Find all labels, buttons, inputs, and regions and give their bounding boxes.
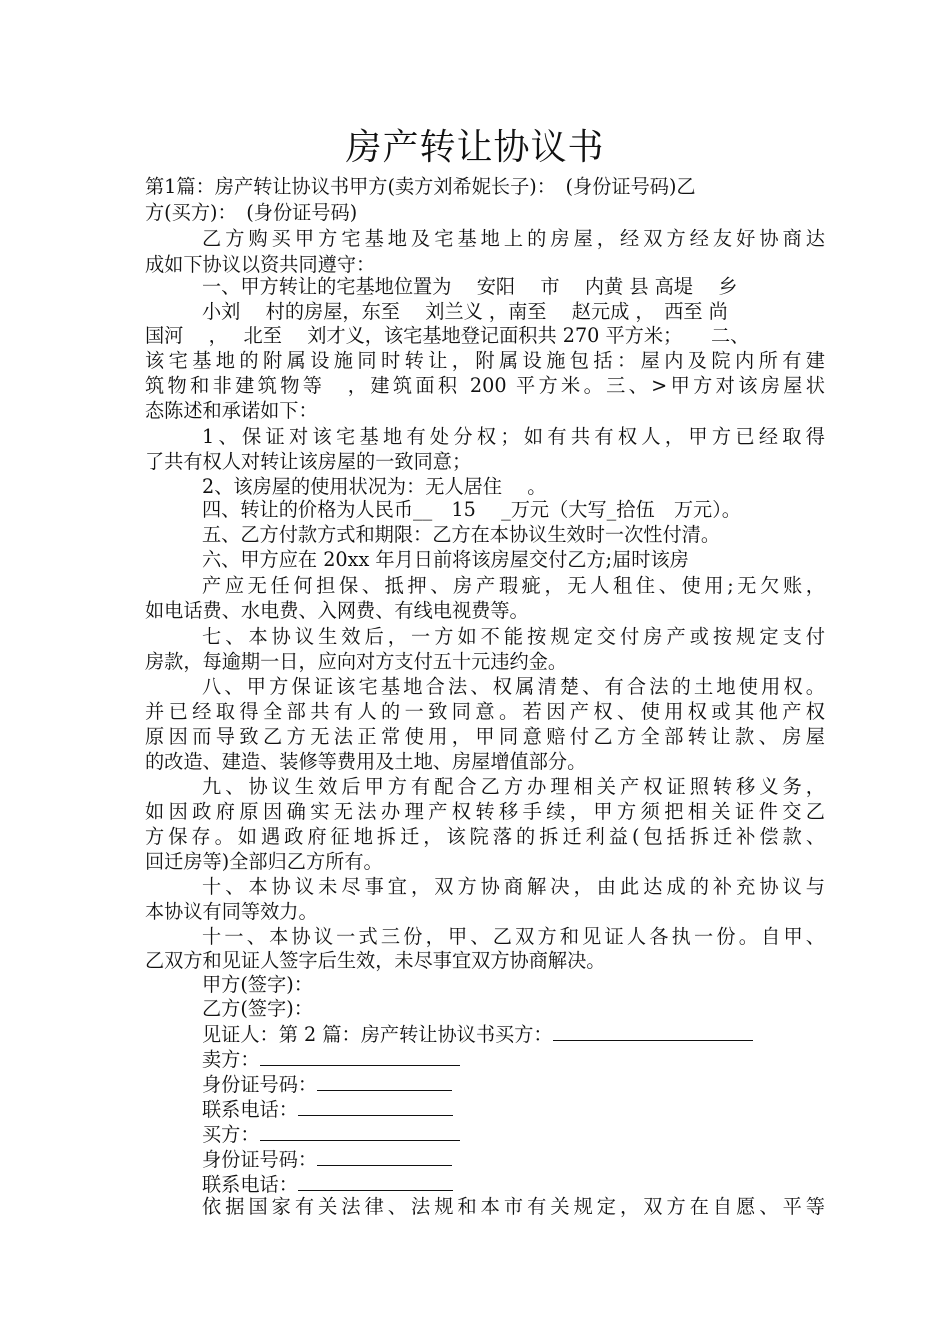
form-line-seller [202, 1045, 825, 1071]
form-label: 身份证号码： [202, 1073, 318, 1096]
text-line: 国河 ， 北至 刘才义，该宅基地登记面积共 270 平方米； 二、 [145, 324, 750, 347]
text-line: 原因而导致乙方无法正常使用，甲同意赔付乙方全部转让款、房屋 [145, 725, 825, 748]
form-label: 联系电话： [202, 1098, 298, 1121]
form-line-seller-phone [202, 1095, 825, 1121]
text-line: 八、甲方保证该宅基地合法、权属清楚、有合法的土地使用权。 [202, 675, 825, 698]
blank-line [298, 1170, 453, 1191]
text-line: 的改造、建造、装修等费用及土地、房屋增值部分。 [145, 750, 587, 773]
blank-line [298, 1095, 453, 1116]
text-line: 乙方(签字)： [202, 997, 313, 1020]
blank-line [317, 1145, 452, 1166]
text-line: 十、本协议未尽事宜，双方协商解决，由此达成的补充协议与 [202, 875, 825, 898]
form-line-buyer-phone [202, 1170, 825, 1196]
blank-line [260, 1120, 460, 1141]
text-line: 了共有权人对转让该房屋的一致同意； [145, 450, 472, 473]
blank-line [317, 1070, 452, 1091]
text-line: 如因政府原因确实无法办理产权转移手续，甲方须把相关证件交乙 [145, 800, 825, 823]
text-line: 态陈述和承诺如下： [145, 399, 318, 422]
text-line: 乙双方和见证人签字后生效，未尽事宜双方协商解决。 [145, 949, 606, 972]
text-line: 四、转让的价格为人民币__ 15 _万元（大写_拾伍 万元）。 [202, 498, 741, 521]
text-line: 七、本协议生效后，一方如不能按规定交付房产或按规定支付 [202, 625, 825, 648]
text-line: 甲方(签字)： [202, 973, 313, 996]
text-line: 依据国家有关法律、法规和本市有关规定，双方在自愿、平等 [202, 1195, 825, 1218]
text-line: 小刘 村的房屋，东至 刘兰义 ，南至 赵元成 ， 西至 尚 [202, 300, 728, 323]
form-line-witness [202, 1020, 825, 1046]
blank-line [553, 1020, 753, 1041]
text-line: 方(买方)： (身份证号码) [145, 201, 358, 224]
text-line: 回迁房等)全部归乙方所有。 [145, 850, 383, 873]
text-line: 五、乙方付款方式和期限：乙方在本协议生效时一次性付清。 [202, 523, 721, 546]
text-line: 成如下协议以资共同遵守： [145, 253, 376, 276]
text-line: 一、甲方转让的宅基地位置为 安阳 市 内黄 县 高堤 乡 [202, 275, 738, 298]
text-line: 1、保证对该宅基地有处分权；如有共有权人，甲方已经取得 [202, 425, 825, 448]
text-line: 十一、本协议一式三份，甲、乙双方和见证人各执一份。自甲、 [202, 925, 825, 948]
form-label: 联系电话： [202, 1173, 298, 1196]
text-line: 该宅基地的附属设施同时转让，附属设施包括：屋内及院内所有建 [145, 349, 825, 372]
form-label: 见证人：第 2 篇：房产转让协议书买方： [202, 1023, 553, 1046]
text-line: 方保存。如遇政府征地拆迁，该院落的拆迁利益(包括拆迁补偿款、 [145, 825, 825, 848]
text-line: 产应无任何担保、抵押、房产瑕疵，无人租住、使用;无欠账， [202, 574, 825, 597]
form-line-seller-id [202, 1070, 825, 1096]
form-label: 买方： [202, 1123, 260, 1146]
text-line: 筑物和非建筑物等 ，建筑面积 200 平方米。三、>甲方对该房屋状 [145, 374, 825, 397]
form-line-buyer-id [202, 1145, 825, 1171]
text-line: 本协议有同等效力。 [145, 900, 318, 923]
text-line: 九、协议生效后甲方有配合乙方办理相关产权证照转移义务， [202, 775, 825, 798]
text-line: 房款，每逾期一日，应向对方支付五十元违约金。 [145, 650, 568, 673]
blank-line [260, 1045, 460, 1066]
text-line: 并已经取得全部共有人的一致同意。若因产权、使用权或其他产权 [145, 700, 825, 723]
form-label: 身份证号码： [202, 1148, 318, 1171]
form-label: 卖方： [202, 1048, 260, 1071]
text-line: 如电话费、水电费、入网费、有线电视费等。 [145, 599, 529, 622]
text-line: 六、甲方应在 20xx 年月日前将该房屋交付乙方;届时该房 [202, 548, 689, 571]
form-line-buyer [202, 1120, 825, 1146]
text-line: 2、该房屋的使用状况为：无人居住 。 [202, 475, 547, 498]
document-title: 房产转让协议书 [345, 127, 605, 168]
text-line: 乙方购买甲方宅基地及宅基地上的房屋，经双方经友好协商达 [202, 227, 825, 250]
text-line: 第1篇：房产转让协议书甲方(卖方刘希妮长子)： (身份证号码)乙 [145, 175, 696, 198]
